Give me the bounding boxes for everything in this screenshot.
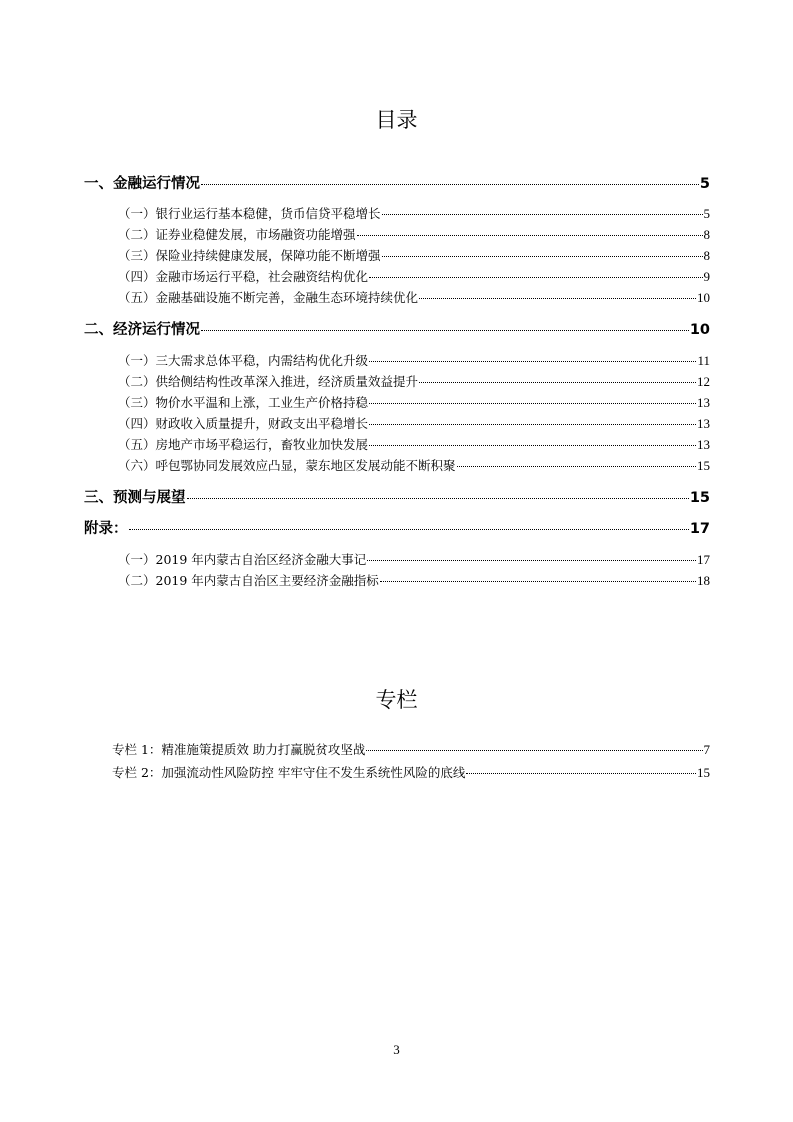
columns-title: 专栏 — [375, 688, 418, 712]
page-number: 3 — [393, 1042, 400, 1057]
leader-dots — [187, 498, 689, 499]
toc-entry-page: 10 — [689, 322, 710, 338]
toc-title: 目录 — [375, 108, 418, 132]
toc-entry-page: 18 — [697, 573, 710, 588]
leader-dots — [419, 298, 696, 299]
toc-entry[interactable] — [118, 246, 710, 263]
toc-entry-text: （一）银行业运行基本稳健，货币信贷平稳增长 — [118, 206, 381, 221]
toc-entry[interactable] — [118, 393, 710, 410]
leader-dots — [380, 581, 696, 582]
toc-entry[interactable] — [84, 318, 710, 338]
toc-entry[interactable] — [84, 517, 710, 537]
toc-entry-text: （三）物价水平温和上涨，工业生产价格持稳 — [118, 395, 369, 410]
column-entry-page: 7 — [703, 742, 710, 757]
leader-dots — [457, 466, 696, 467]
toc-entry-page: 8 — [703, 227, 710, 242]
leader-dots — [369, 277, 702, 278]
column-entry[interactable] — [112, 740, 710, 757]
toc-entry[interactable] — [118, 571, 710, 588]
leader-dots — [357, 235, 703, 236]
toc-entry-text: （三）保险业持续健康发展，保障功能不断增强 — [118, 248, 381, 263]
column-entry[interactable] — [112, 763, 710, 780]
toc-entry-text: （一）三大需求总体平稳，内需结构优化升级 — [118, 353, 369, 368]
toc-entry-text: （二）证券业稳健发展，市场融资功能增强 — [118, 227, 356, 242]
toc-entry-text: 三、预测与展望 — [84, 490, 186, 506]
toc-entry[interactable] — [118, 204, 710, 221]
leader-dots — [382, 256, 703, 257]
toc-entry[interactable] — [118, 267, 710, 284]
leader-dots — [369, 361, 696, 362]
toc-entry-text: （二）2019 年内蒙古自治区主要经济金融指标 — [118, 573, 379, 588]
toc-entry-page: 11 — [697, 353, 710, 368]
toc-entry[interactable] — [118, 456, 710, 473]
toc-entry[interactable] — [118, 435, 710, 452]
leader-dots — [201, 330, 689, 331]
toc-entry-page: 10 — [697, 290, 710, 305]
column-entry-text: 专栏 2：加强流动性风险防控 牢牢守住不发生系统性风险的底线 — [112, 765, 466, 780]
leader-dots — [201, 184, 699, 185]
toc-entry-text: （四）金融市场运行平稳，社会融资结构优化 — [118, 269, 369, 284]
leader-dots — [369, 445, 696, 446]
leader-dots — [466, 773, 696, 774]
toc-entry[interactable] — [118, 351, 710, 368]
toc-entry-page: 13 — [697, 416, 710, 431]
leader-dots — [382, 214, 703, 215]
toc-entry[interactable] — [118, 414, 710, 431]
column-entry-page: 15 — [697, 765, 710, 780]
toc-entry-page: 12 — [697, 374, 710, 389]
toc-entry-text: （五）金融基础设施不断完善，金融生态环境持续优化 — [118, 290, 419, 305]
leader-dots — [369, 424, 696, 425]
toc-entry[interactable] — [118, 372, 710, 389]
toc-entry-page: 15 — [697, 458, 710, 473]
leader-dots — [366, 750, 702, 751]
leader-dots — [419, 382, 696, 383]
toc-entry[interactable] — [118, 288, 710, 305]
toc-entry-page: 17 — [689, 521, 710, 537]
column-entry-text: 专栏 1：精准施策提质效 助力打赢脱贫攻坚战 — [112, 742, 366, 757]
toc-entry-page: 17 — [697, 552, 710, 567]
toc-entry[interactable] — [118, 550, 710, 567]
toc-entry-text: 一、金融运行情况 — [84, 176, 200, 192]
leader-dots — [129, 529, 689, 530]
toc-entry[interactable] — [84, 486, 710, 506]
leader-dots — [367, 560, 696, 561]
toc-entry-page: 9 — [703, 269, 710, 284]
toc-entry-page: 13 — [697, 437, 710, 452]
toc-entry-text: （四）财政收入质量提升，财政支出平稳增长 — [118, 416, 369, 431]
toc-entry-page: 5 — [703, 206, 710, 221]
leader-dots — [369, 403, 696, 404]
toc-entry-page: 15 — [689, 490, 710, 506]
toc-entry-text: 二、经济运行情况 — [84, 322, 200, 338]
toc-entry-page: 13 — [697, 395, 710, 410]
toc-entry-text: （五）房地产市场平稳运行，畜牧业加快发展 — [118, 437, 369, 452]
toc-entry[interactable] — [84, 172, 710, 192]
toc-entry-page: 5 — [699, 176, 710, 192]
toc-entry-page: 8 — [703, 248, 710, 263]
toc-entry-text: 附录： — [84, 521, 128, 537]
toc-entry-text: （一）2019 年内蒙古自治区经济金融大事记 — [118, 552, 367, 567]
toc-entry-text: （二）供给侧结构性改革深入推进，经济质量效益提升 — [118, 374, 419, 389]
toc-entry-text: （六）呼包鄂协同发展效应凸显，蒙东地区发展动能不断积聚 — [118, 458, 456, 473]
toc-entry[interactable] — [118, 225, 710, 242]
